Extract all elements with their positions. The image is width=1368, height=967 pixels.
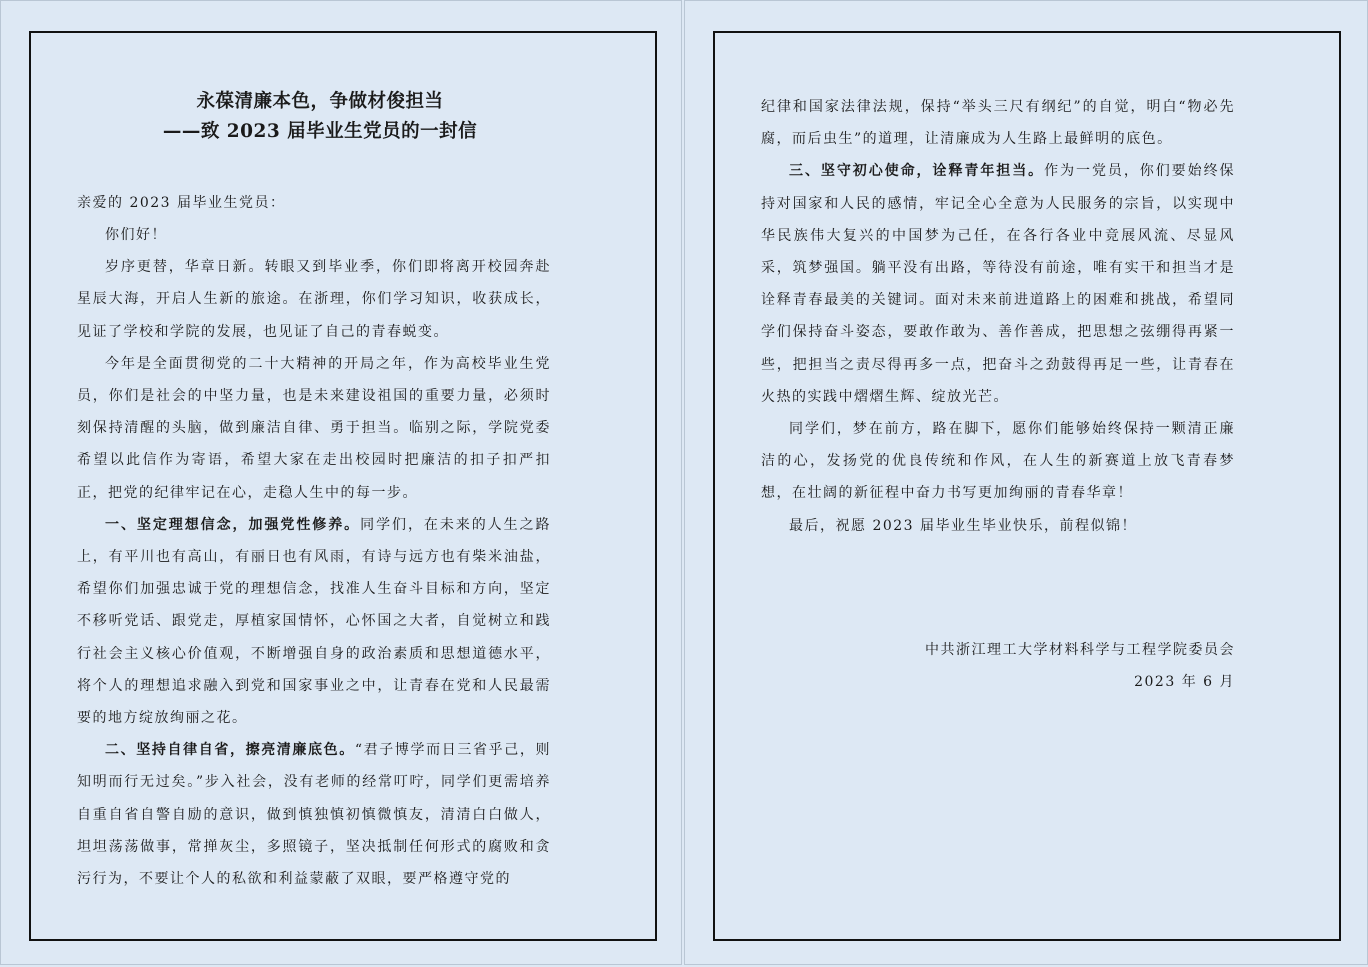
section-3 [761,155,1235,413]
section-2-body-part2: 纪律和国家法律法规，保持“举头三尺有纲纪”的自觉，明白“物必先腐，而后虫生”的道理，让清廉成为人生路上最鲜明的底色。 [761,99,1235,148]
page-content [77,87,551,895]
section-3-body: 作为一党员，你们要始终保持对国家和人民的感情，牢记全心全意为人民服务的宗旨，以实现中华民族伟大复兴的中国梦为己任，在各行各业中竞展风流、尽显风采，筑梦强国。躺平没有出路，等待没有前途，唯有实干和担当才是诠释青春最美的关键词。面对未来前进道路上的困难和挑战，希望同学们保持奋斗姿态，要敢作敢为、善作善成，把思想之弦绷得再紧一些，把担当之责尽得再多一点，把奋斗之劲鼓得再足一些，让青春在火热的实践中熠熠生辉、绽放光芒。 [761,163,1236,405]
document-page-left [0,0,682,965]
paragraph-wish: 最后，祝愿 2023 届毕业生毕业快乐，前程似锦！ [789,517,1138,534]
document-page-right [684,0,1368,965]
section-2-body-part1: “君子博学而日三省乎己，则知明而行无过矣。”步入社会，没有老师的经常叮咛，同学们更需培养自重自省自警自励的意识，做到慎独慎初慎微慎友，清清白白做人，坦坦荡荡做事，常掸灰尘，多照镜子，坚决抵制任何形式的腐败和贪污行为，不要让个人的私欲和利益蒙蔽了双眼，要严格遵守党的 [77,742,551,888]
page-content [761,91,1235,698]
section-1-heading: 一、坚定理想信念，加强党性修养。 [105,516,361,533]
signature-org: 中共浙江理工大学材料科学与工程学院委员会 [925,641,1235,658]
title-line-2: ——致 2023 届毕业生党员的一封信 [162,121,478,142]
section-1-body: 同学们，在未来的人生之路上，有平川也有高山，有丽日也有风雨，有诗与远方也有柴米油盐，希望你们加强忠诚于党的理想信念，找准人生奋斗目标和方向，坚定不移听党话、跟党走，厚植家国情怀，心怀国之大者，自觉树立和践行社会主义核心价值观，不断增强自身的政治素质和思想道德水平，将个人的理想追求融入到党和国家事业之中，让青春在党和人民最需要的地方绽放绚丽之花。 [77,516,552,727]
signature-block [761,634,1235,698]
section-3-heading: 三、坚守初心使命，诠释青年担当。 [789,163,1045,180]
letter-title [89,87,551,147]
greeting: 你们好！ [105,227,167,243]
section-2-heading: 二、坚持自律自省，擦亮清廉底色。 [105,742,355,759]
salutation: 亲爱的 2023 届毕业生党员： [77,195,286,211]
signature-date: 2023 年 6 月 [1134,673,1235,690]
paragraph-closing: 同学们，梦在前方，路在脚下，愿你们能够始终保持一颗清正廉洁的心，发扬党的优良传统和作风，在人生的新赛道上放飞青春梦想，在壮阔的新征程中奋力书写更加绚丽的青春华章！ [761,421,1235,502]
section-1 [77,509,551,734]
section-2 [77,734,551,895]
paragraph-1: 岁序更替，华章日新。转眼又到毕业季，你们即将离开校园奔赴星辰大海，开启人生新的旅途。在浙理，你们学习知识，收获成长，见证了学校和学院的发展，也见证了自己的青春蜕变。 [77,259,551,340]
title-line-1: 永葆清廉本色，争做材俊担当 [196,91,444,112]
paragraph-2: 今年是全面贯彻党的二十大精神的开局之年，作为高校毕业生党员，你们是社会的中坚力量，也是未来建设祖国的重要力量，必须时刻保持清醒的头脑，做到廉洁自律、勇于担当。临别之际，学院党委希望以此信作为寄语，希望大家在走出校园时把廉洁的扣子扣严扣正，把党的纪律牢记在心，走稳人生中的每一步。 [77,355,551,501]
